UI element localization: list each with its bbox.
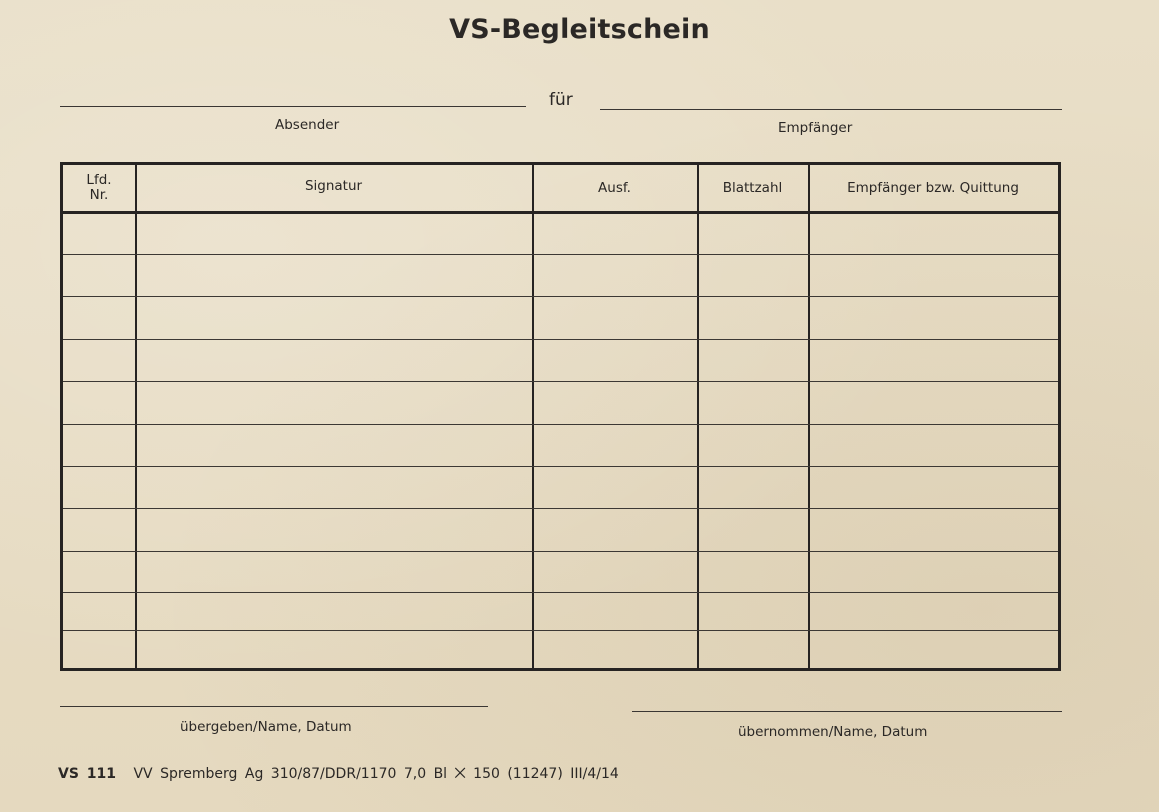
form-id: VS 111 [58,766,117,782]
table-row-line [63,381,1058,382]
absender-line[interactable] [60,106,526,107]
uebergeben-label: übergeben/Name, Datum [180,719,352,735]
header-blattzahl-text: Blattzahl [722,179,783,196]
footer-imprint [58,766,619,782]
header-blattzahl [697,165,808,211]
table-row-line [63,508,1058,509]
table-row-line [63,630,1058,631]
header-signatur [135,165,532,211]
table-row-line [63,339,1058,340]
header-ausf [532,165,697,211]
table-row-line [63,424,1058,425]
absender-label: Absender [275,117,340,133]
imprint-text: VV Spremberg Ag 310/87/DDR/1170 7,0 Bl ⨉ 150 (11247) III/4/14 [133,766,619,782]
table-row-line [63,551,1058,552]
table-row-line [63,254,1058,255]
empfaenger-line[interactable] [600,109,1062,110]
header-lfd-nr [63,165,135,211]
header-separator [63,211,1058,214]
uebergeben-line[interactable] [60,706,488,707]
fuer-text: für [549,90,573,110]
header-signatur-text: Signatur [304,178,363,194]
table-row-line [63,592,1058,593]
table-row-line [63,466,1058,467]
table-row-line [63,296,1058,297]
uebernommen-label: übernommen/Name, Datum [738,724,928,740]
header-lfd-nr-text: Lfd. Nr. [86,172,112,203]
header-empfaenger-quittung-text: Empfänger bzw. Quittung [847,179,1019,196]
document-table [60,162,1061,671]
empfaenger-label: Empfänger [778,120,853,136]
form-title: VS-Begleitschein [449,14,710,45]
header-empfaenger-quittung [808,165,1058,211]
uebernommen-line[interactable] [632,711,1062,712]
header-ausf-text: Ausf. [598,179,631,196]
